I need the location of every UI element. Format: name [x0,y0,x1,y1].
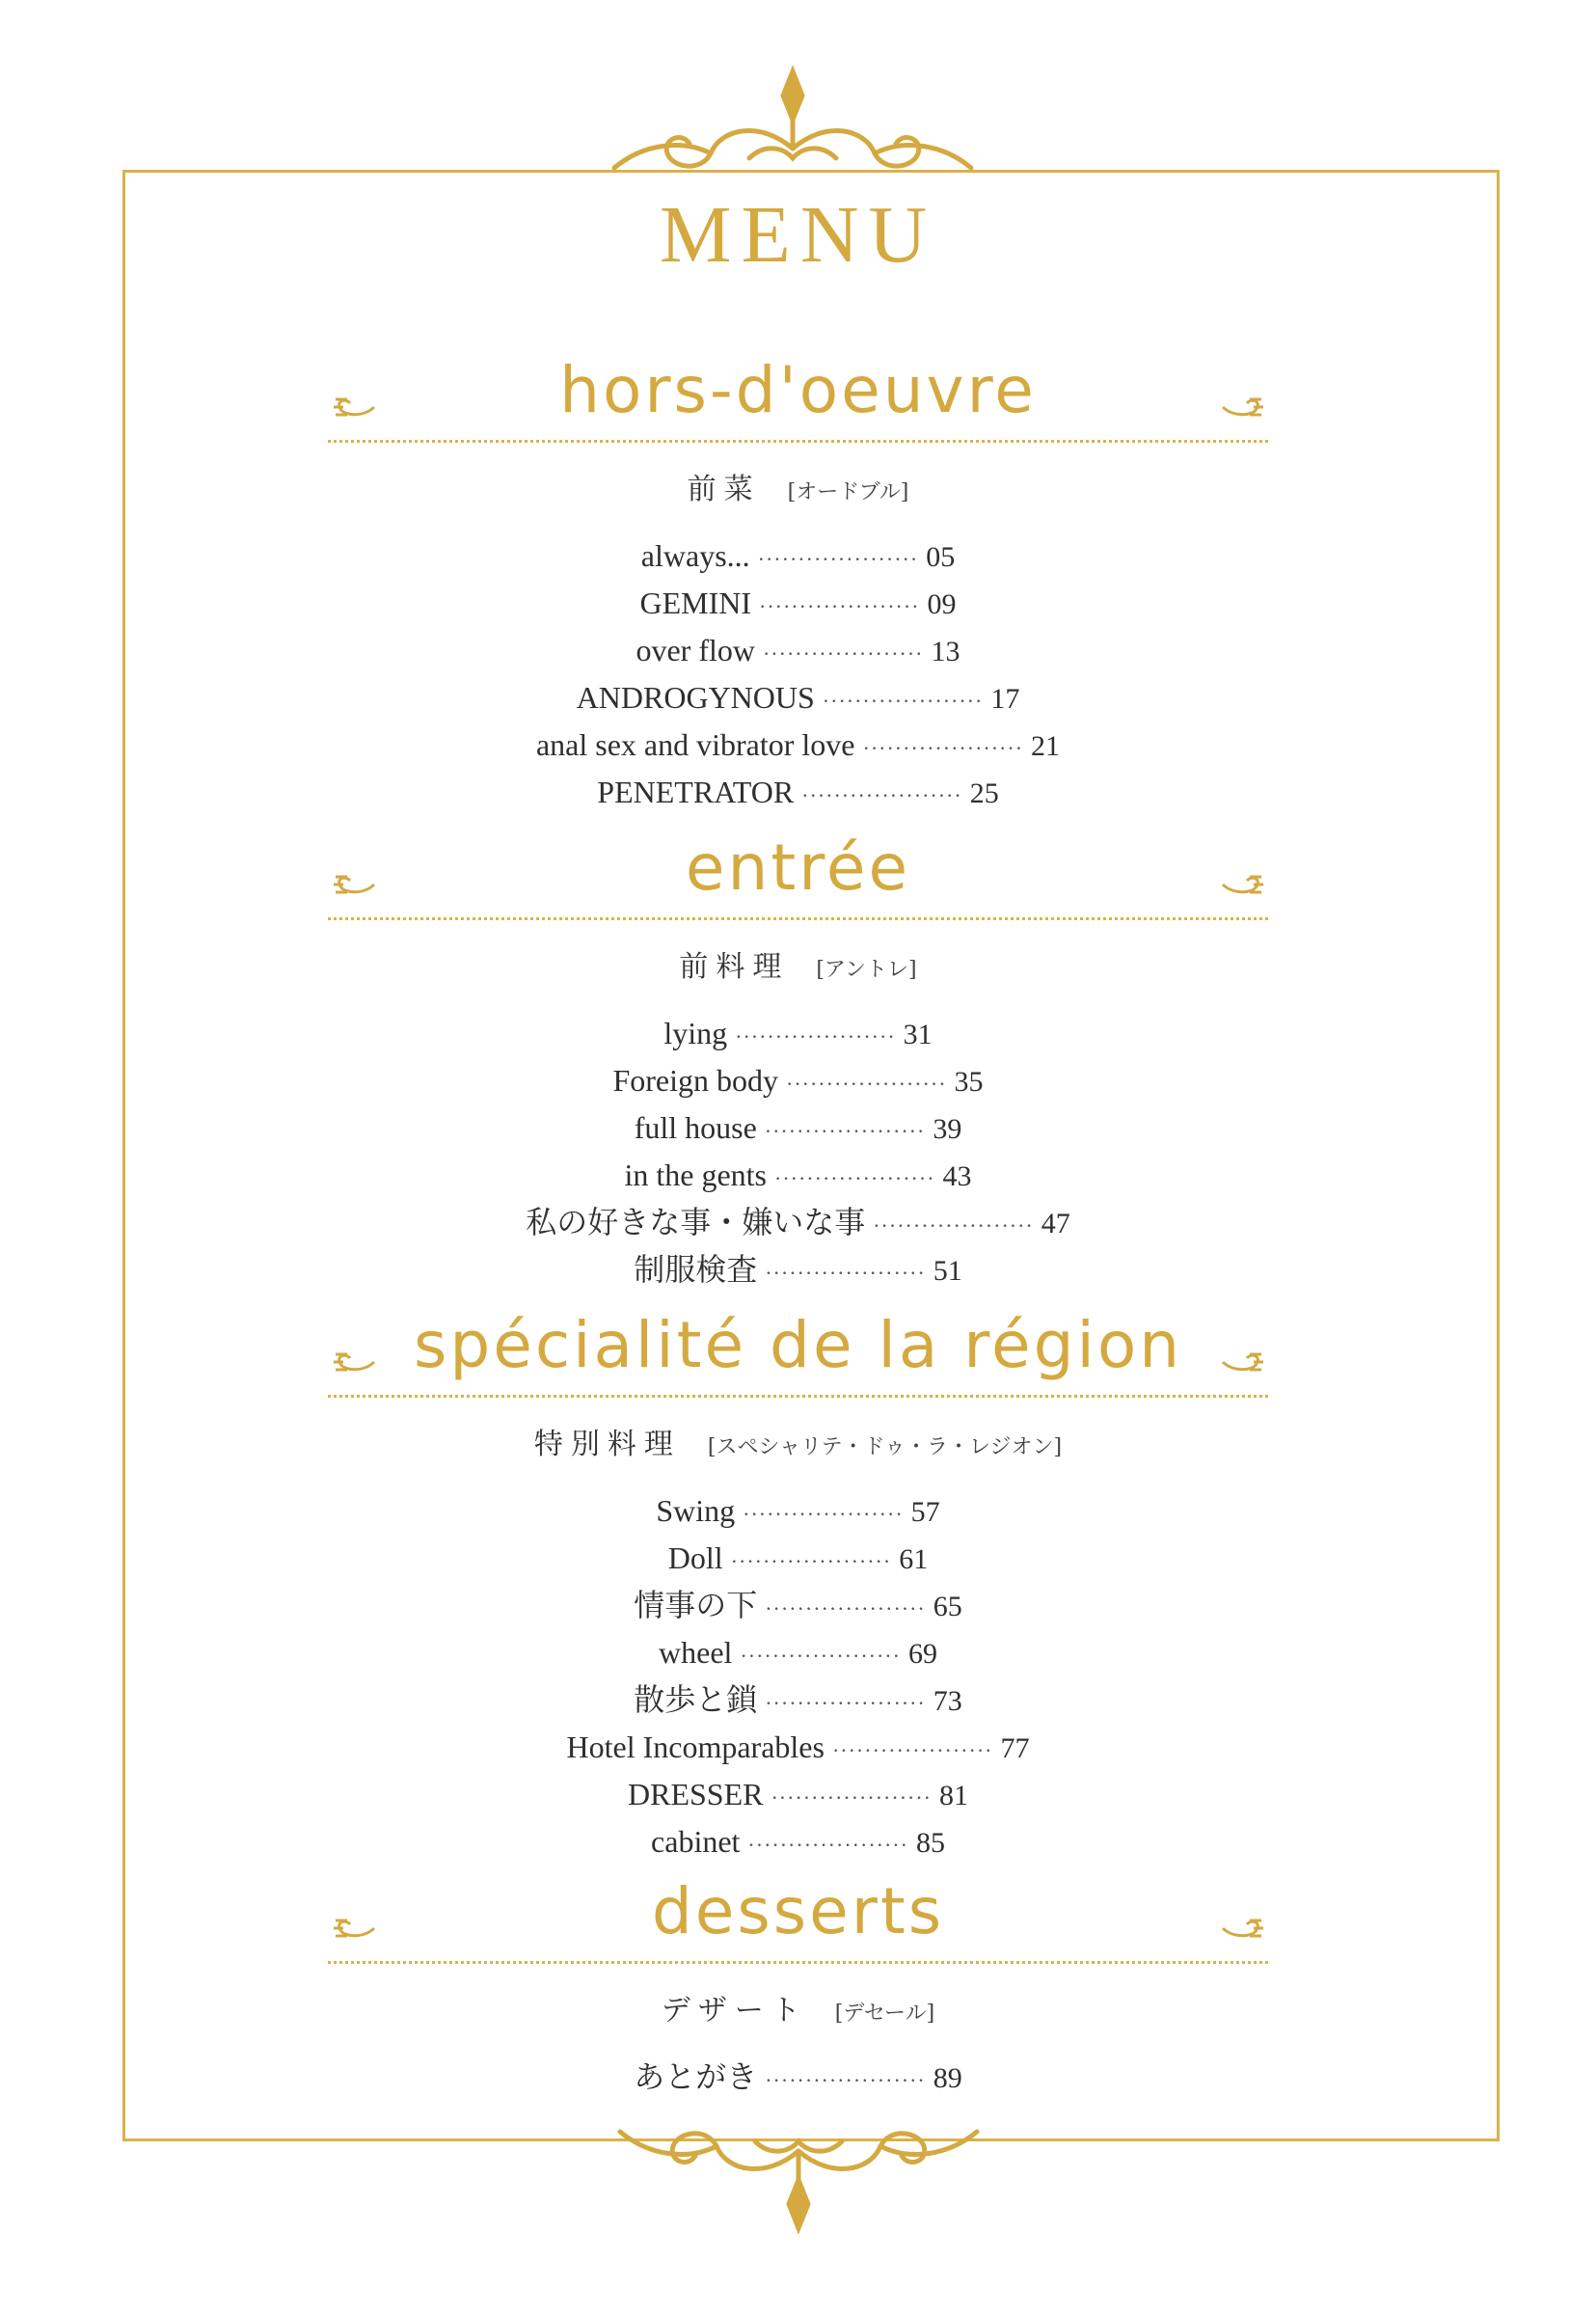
dotted-divider [328,440,1268,443]
menu-item[interactable]: Doll ···················· 61 [667,1540,929,1575]
item-page: 35 [954,1066,984,1098]
item-label: Swing [656,1493,736,1528]
subtitle-kana: [スペシャリテ・ドゥ・ラ・レジオン] [707,1435,1063,1459]
menu-item[interactable]: wheel ···················· 69 [659,1635,937,1670]
section-subtitle [0,465,1596,513]
item-page: 65 [933,1591,962,1622]
wing-right-icon [1213,865,1271,904]
item-page: 21 [1031,730,1061,762]
section-subtitle [0,1986,1596,2034]
menu-item[interactable]: lying ···················· 31 [663,1016,933,1050]
item-page: 13 [931,636,960,667]
section-header [0,825,1596,931]
menu-item-list [0,2054,1596,2101]
section-title: entrée [685,831,911,905]
menu-item[interactable]: GEMINI ···················· 09 [639,586,957,620]
item-page: 31 [903,1019,933,1050]
section-hors-doeuvre [0,347,1596,816]
item-label: 制服検査 [634,1252,758,1287]
section-desserts [0,1868,1596,2101]
section-title: hors-d'oeuvre [559,353,1037,427]
menu-item[interactable]: Hotel Incomparables ···················· 77 [566,1729,1030,1764]
subtitle-kana: [デセール] [834,2002,935,2026]
bottom-scroll-ornament-icon [601,2112,996,2238]
menu-item[interactable]: 情事の下 ···················· 65 [634,1588,962,1622]
menu-item[interactable]: Foreign body ···················· 35 [612,1063,984,1098]
menu-item[interactable]: anal sex and vibrator love ···················· 21 [535,727,1061,762]
menu-item[interactable]: 私の好きな事・嫌いな事 ···················· 47 [526,1205,1070,1239]
menu-item[interactable]: Swing ···················· 57 [656,1493,940,1528]
wing-right-icon [1213,388,1271,426]
section-specialite [0,1302,1596,1866]
menu-item-list [0,532,1596,816]
item-page: 69 [907,1638,937,1670]
item-page: 73 [933,1685,962,1717]
item-label: always... [640,538,750,573]
item-page: 57 [910,1496,940,1528]
menu-item-list [0,1487,1596,1866]
subtitle-kana: [アントレ] [816,958,917,982]
item-page: 81 [939,1780,968,1811]
item-label: Foreign body [612,1063,778,1098]
item-label: in the gents [624,1158,767,1192]
section-title: desserts [651,1874,945,1948]
section-subtitle [0,942,1596,991]
item-label: over flow [636,633,755,667]
item-label: anal sex and vibrator love [535,727,855,762]
item-label: Hotel Incomparables [566,1729,825,1764]
item-page: 51 [933,1255,962,1287]
subtitle-japanese: 特別料理 [533,1428,681,1461]
dotted-divider [328,1395,1268,1398]
menu-item[interactable]: in the gents ···················· 43 [624,1158,972,1192]
wing-right-icon [1213,1909,1271,1947]
item-label: あとがき [634,2059,758,2094]
section-entree [0,825,1596,1294]
item-page: 25 [969,777,999,809]
menu-item[interactable]: PENETRATOR ···················· 25 [597,775,999,809]
menu-item[interactable]: cabinet ···················· 85 [651,1824,945,1859]
item-label: ANDROGYNOUS [576,680,815,715]
item-page: 85 [915,1827,945,1859]
item-label: full house [634,1110,757,1145]
menu-item[interactable]: ANDROGYNOUS ···················· 17 [576,680,1020,715]
item-label: 散歩と鎖 [634,1682,758,1717]
subtitle-japanese: 前菜 [687,473,761,506]
item-page: 05 [926,541,956,573]
item-label: lying [663,1016,728,1050]
item-page: 47 [1041,1208,1070,1239]
menu-item[interactable]: DRESSER ···················· 81 [627,1777,968,1811]
item-label: cabinet [651,1824,741,1859]
item-label: Doll [667,1540,723,1575]
dotted-divider [328,917,1268,920]
item-label: wheel [659,1635,733,1670]
menu-item[interactable]: over flow ···················· 13 [636,633,960,667]
menu-item[interactable]: あとがき ···················· 89 [634,2059,962,2094]
section-header [0,1868,1596,1975]
item-label: DRESSER [627,1777,764,1811]
section-header [0,347,1596,453]
item-label: 私の好きな事・嫌いな事 [526,1205,866,1239]
menu-item[interactable]: 制服検査 ···················· 51 [634,1252,962,1287]
item-page: 17 [990,683,1020,715]
section-title: spécialité de la région [413,1308,1183,1382]
subtitle-japanese: 前料理 [679,950,790,984]
item-label: 情事の下 [634,1588,758,1622]
menu-item-list [0,1010,1596,1294]
menu-item[interactable]: always... ···················· 05 [640,538,956,573]
section-subtitle [0,1420,1596,1468]
item-page: 39 [933,1113,962,1145]
item-page: 77 [1000,1732,1030,1764]
item-label: GEMINI [639,586,751,620]
item-label: PENETRATOR [597,775,795,809]
item-page: 09 [927,588,957,620]
item-page: 89 [933,2062,962,2094]
subtitle-japanese: デザート [661,1994,808,2028]
section-header [0,1302,1596,1408]
menu-item[interactable]: full house ···················· 39 [634,1110,962,1145]
top-scroll-ornament-icon [595,62,990,177]
wing-right-icon [1213,1343,1271,1381]
item-page: 61 [899,1543,929,1575]
menu-item[interactable]: 散歩と鎖 ···················· 73 [634,1682,962,1717]
menu-title: MENU [659,190,937,280]
item-page: 43 [942,1160,972,1192]
subtitle-kana: [オードブル] [787,480,909,504]
dotted-divider [328,1961,1268,1964]
